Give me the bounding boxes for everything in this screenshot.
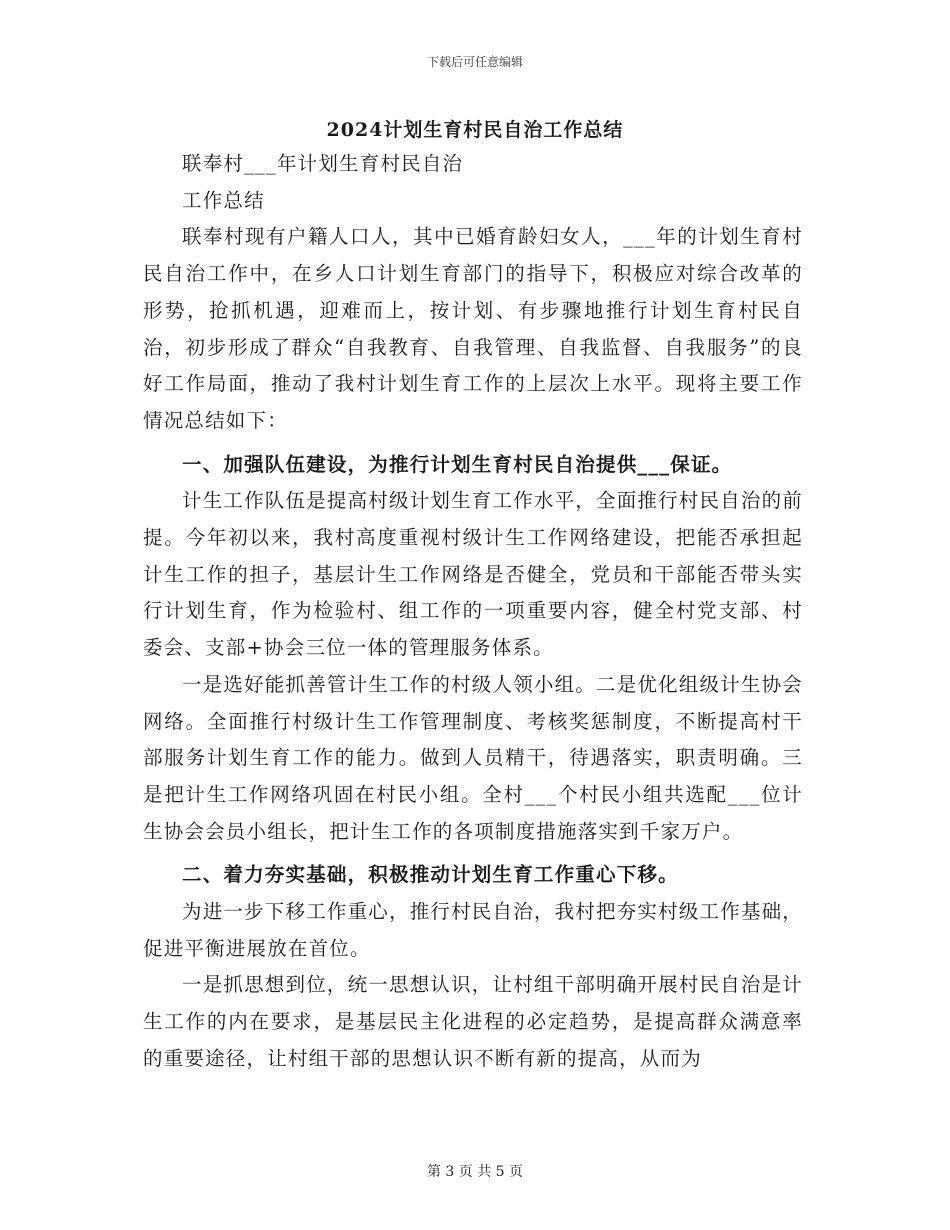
paragraph-network: 一是选好能抓善管计生工作的村级人领小组。二是优化组级计生协会网络。全面推行村级计生工作管理制度、考核奖惩制度，不断提高村干部服务计划生育工作的能力。做到人员精干，待遇落实，职责明确。三是把计生工作网络巩固在村民小组。全村___个村民小组共选配___位计生协会会员小组长，把计生工作的各项制度措施落实到千家万户。	[143, 672, 804, 843]
section-heading-2: 二、着力夯实基础，积极推动计划生育工作重心下移。	[182, 863, 679, 887]
header-note: 下载后可任意编辑	[426, 55, 523, 69]
paragraph-focus-shift: 为进一步下移工作重心，推行村民自治，我村把夯实村级工作基础，促进平衡进展放在首位。	[143, 900, 804, 960]
paragraph-ideology: 一是抓思想到位，统一思想认识，让村组干部明确开展村民自治是计生工作的内在要求，是基层民主化进程的必定趋势，是提高群众满意率的重要途径，让村组干部的思想认识不断有新的提高，从而为	[143, 973, 804, 1070]
section-heading-1: 一、加强队伍建设，为推行计划生育村民自治提供___保证。	[182, 452, 733, 476]
paragraph-intro: 联奉村现有户籍人口人，其中已婚育龄妇女人，___年的计划生育村民自治工作中，在乡人口计划生育部门的指导下，积极应对综合改革的形势，抢抓机遇，迎难而上，按计划、有步骤地推行计划生育村民自治，初步形成了群众“自我教育、自我管理、自我监督、自我服务”的良好工作局面，推动了我村计划生育工作的上层次上水平。现将主要工作情况总结如下：	[143, 225, 803, 432]
document-body	[143, 146, 803, 1078]
paragraph-summary-label: 工作总结	[182, 188, 265, 212]
page-number-footer: 第 3 页 共 5 页	[426, 1164, 524, 1180]
paragraph-village-title: 联奉村___年计划生育村民自治	[182, 152, 464, 175]
paragraph-team-building: 计生工作队伍是提高村级计划生育工作水平，全面推行村民自治的前提。今年初以来，我村高度重视村级计生工作网络建设，把能否承担起计生工作的担子，基层计生工作网络是否健全，党员和干部能否带头实行计划生育，作为检验村、组工作的一项重要内容，健全村党支部、村委会、支部+协会三位一体的管理服务体系。	[143, 489, 804, 660]
document-title: 2024计划生育村民自治工作总结	[326, 119, 624, 141]
